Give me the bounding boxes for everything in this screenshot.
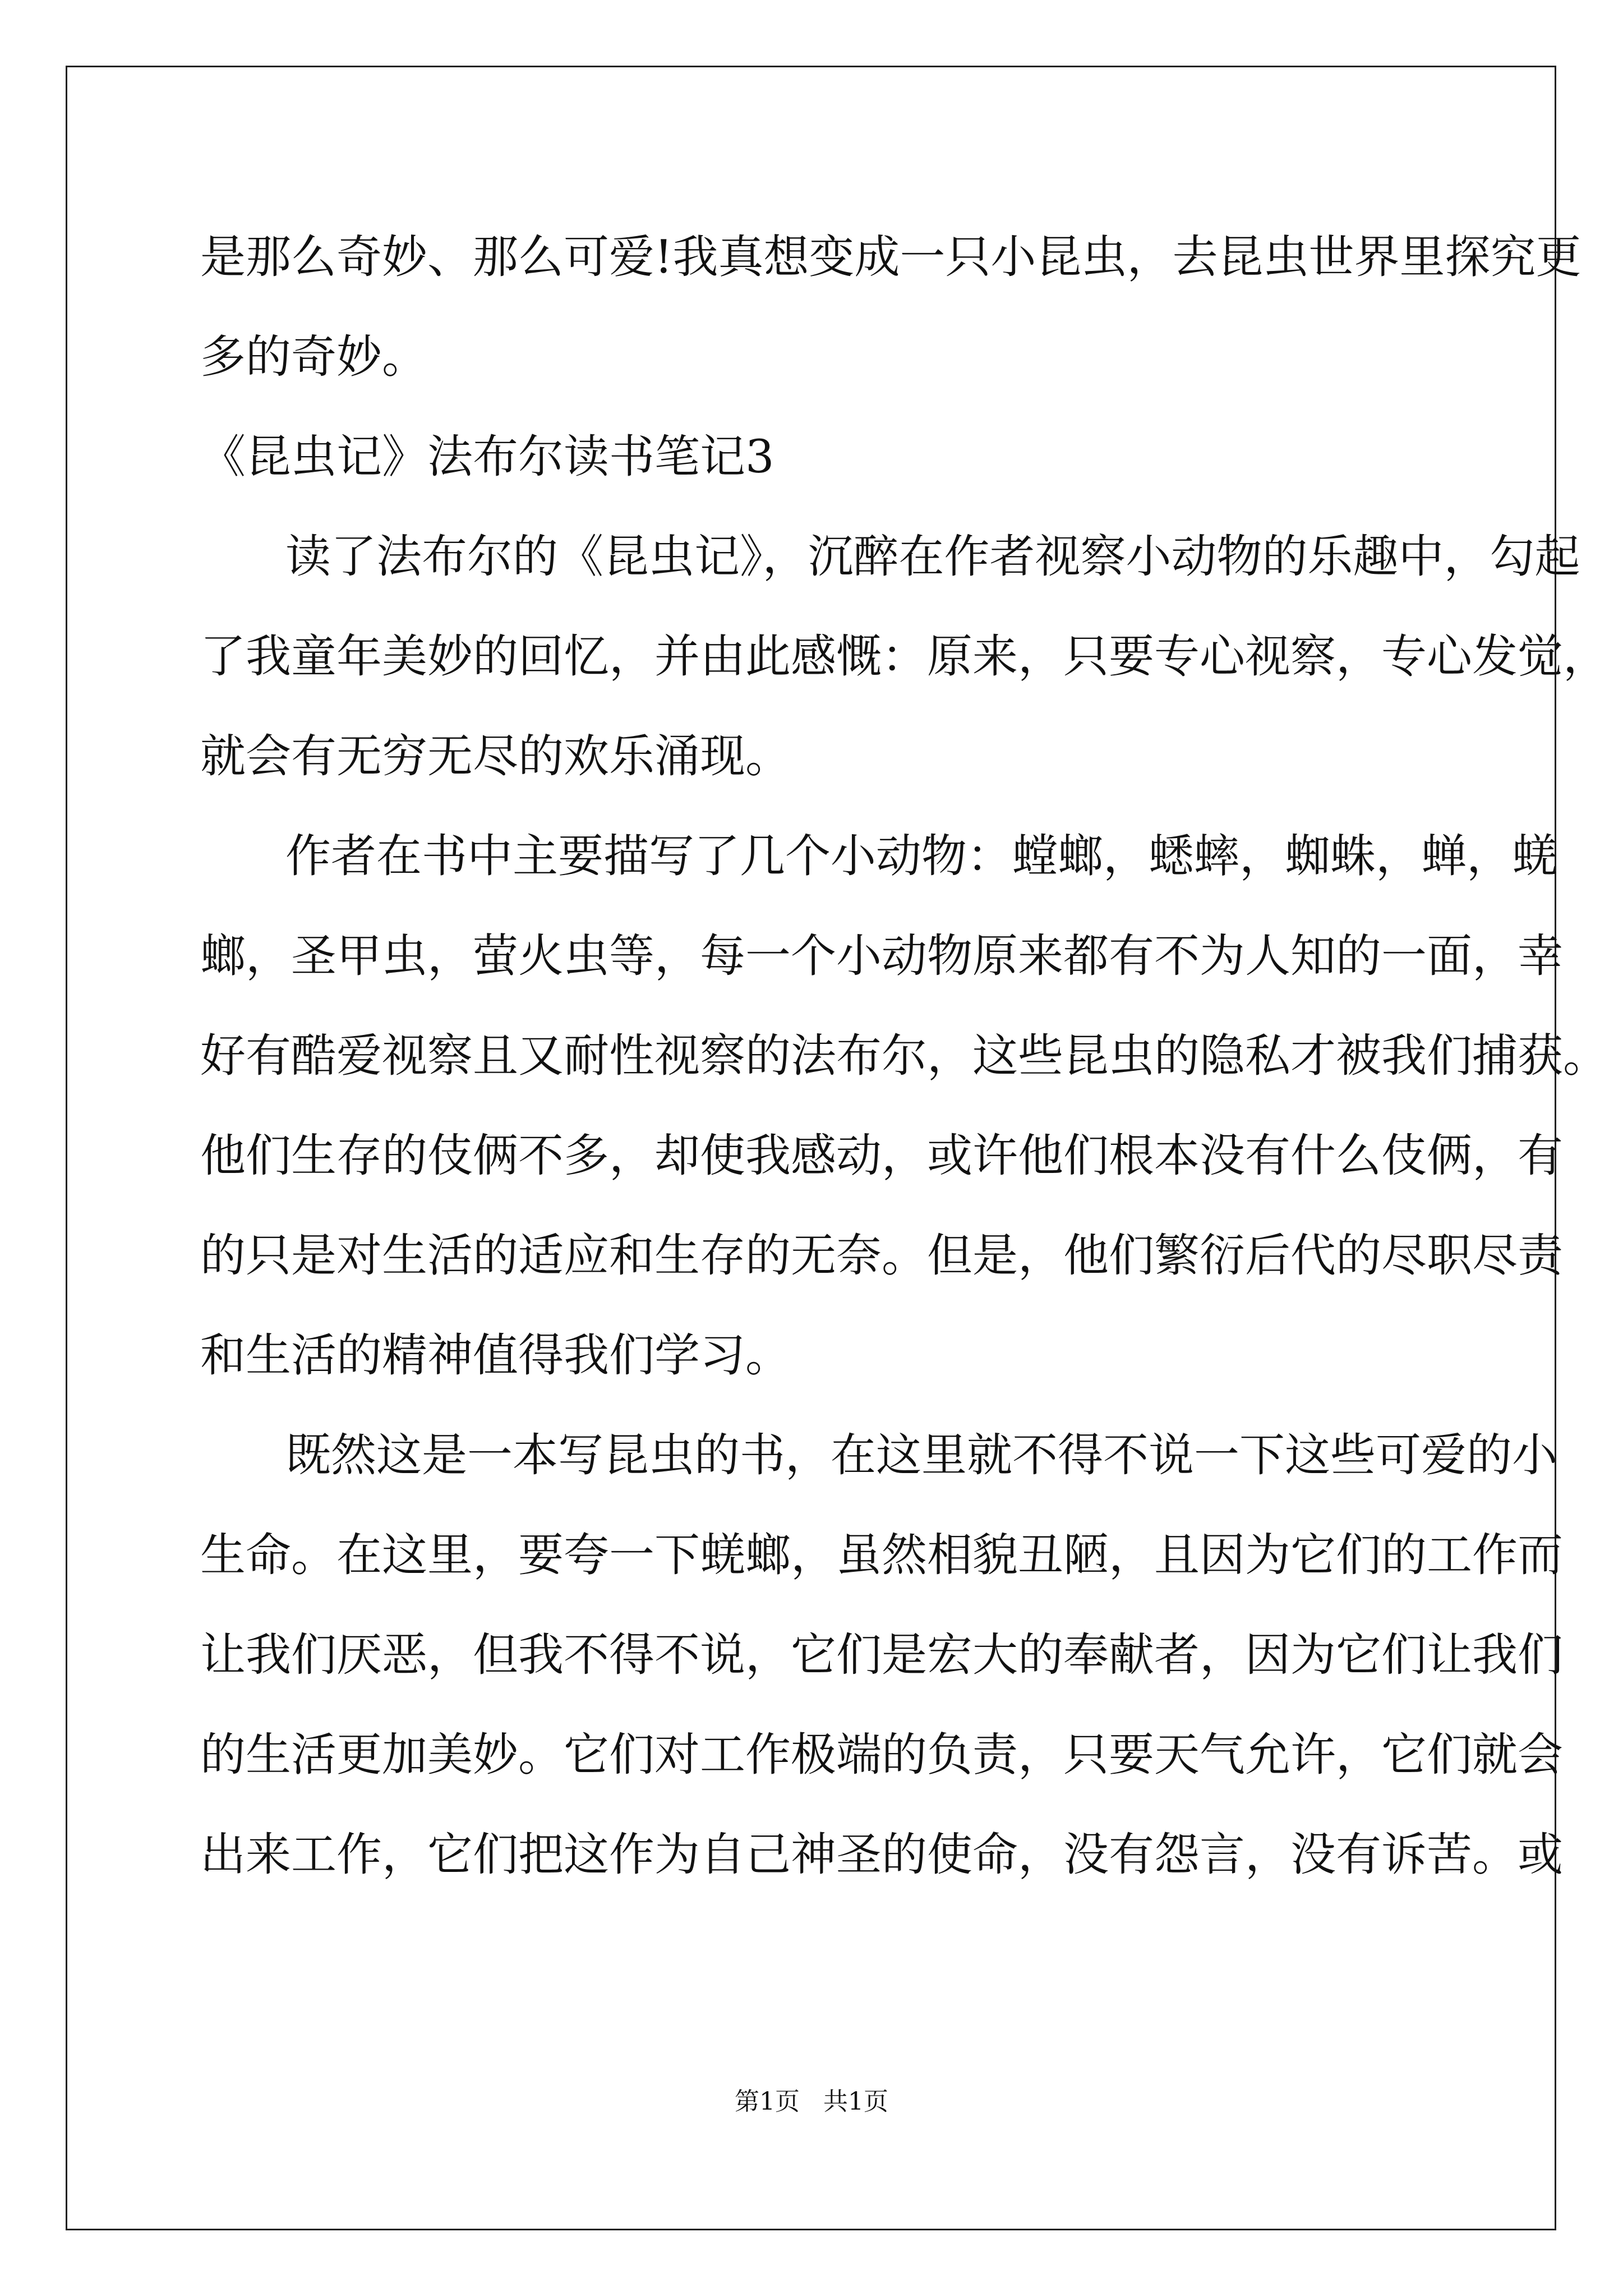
- text-line: 螂，圣甲虫，萤火虫等，每一个小动物原来都有不为人知的一面，幸: [200, 930, 1564, 983]
- text-line: 好有酷爱视察且又耐性视察的法布尔，这些昆虫的隐私才被我们捕获。: [200, 1030, 1609, 1083]
- text-line: 既然这是一本写昆虫的书，在这里就不得不说一下这些可爱的小: [285, 1429, 1558, 1482]
- text-line: 生命。在这里，要夸一下蜣螂，虽然相貌丑陋，且因为它们的工作而: [200, 1529, 1564, 1582]
- text-line: 是那么奇妙、那么可爱!我真想变成一只小昆虫，去昆虫世界里探究更: [200, 231, 1581, 284]
- text-line: 的生活更加美妙。它们对工作极端的负责，只要天气允许，它们就会: [200, 1729, 1564, 1782]
- page-footer: 第1页 共1页: [735, 2087, 888, 2116]
- text-line: 出来工作，它们把这作为自己神圣的使命，没有怨言，没有诉苦。或: [200, 1829, 1564, 1881]
- text-line: 多的奇妙。: [200, 331, 428, 384]
- text-line: 让我们厌恶，但我不得不说，它们是宏大的奉献者，因为它们让我们: [200, 1629, 1564, 1682]
- section-heading: 《昆虫记》法布尔读书笔记3: [200, 431, 774, 484]
- text-line: 就会有无穷无尽的欢乐涌现。: [200, 730, 791, 783]
- text-line: 他们生存的伎俩不多，却使我感动，或许他们根本没有什么伎俩，有: [200, 1130, 1564, 1182]
- document-body: [200, 208, 1609, 1905]
- text-line: 读了法布尔的《昆虫记》，沉醉在作者视察小动物的乐趣中，勾起: [285, 531, 1580, 583]
- text-line: 了我童年美妙的回忆，并由此感慨：原来，只要专心视察，专心发觉，: [200, 631, 1609, 683]
- text-line: 作者在书中主要描写了几个小动物：螳螂，蟋蟀，蜘蛛，蝉，蜣: [285, 830, 1558, 883]
- text-line: 和生活的精神值得我们学习。: [200, 1329, 791, 1382]
- text-line: 的只是对生活的适应和生存的无奈。但是，他们繁衍后代的尽职尽责: [200, 1230, 1564, 1282]
